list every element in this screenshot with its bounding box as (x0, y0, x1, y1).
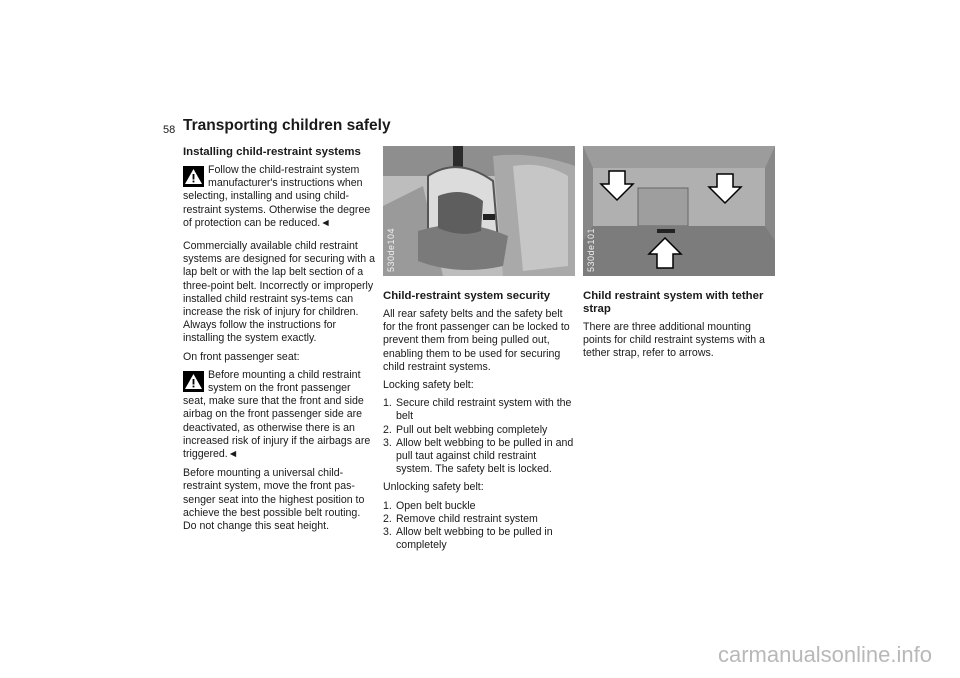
unlocking-steps (383, 500, 575, 553)
page-number: 58 (163, 124, 176, 136)
unlocking-label: Unlocking safety belt: (383, 481, 484, 494)
image-code: 530de104 (386, 227, 396, 272)
column-tether (583, 146, 775, 366)
warning-note-2 (183, 369, 375, 461)
locking-label: Locking safety belt: (383, 379, 474, 392)
warning-1-lead: Follow the child-restraint system manufacturer's instructions when (208, 164, 363, 190)
end-mark: ◄ (227, 448, 239, 461)
image-code: 530de101 (586, 227, 596, 272)
end-mark: ◄ (320, 216, 331, 229)
tether-points-photo (583, 146, 775, 276)
warning-2-rest: seat, make sure that the front and side airbag on the front passenger side are deactivated, as otherwise there is an increased risk of injury if the airbags are triggered. (183, 395, 371, 461)
watermark: carmanualsonline.info (717, 642, 932, 667)
list-item: 1. Open belt buckle (383, 499, 476, 512)
paragraph-security-intro: All rear safety belts and the safety belt for the front passenger can be locked to prevent them from being pulled out, enabling them to be used for securing child restraint systems. (383, 308, 570, 373)
column-installing (183, 146, 375, 538)
locking-steps (383, 397, 575, 476)
page-title: Transporting children safely (183, 117, 391, 134)
paragraph-front-passenger: On front passenger seat: (183, 350, 300, 363)
list-item: 2. Remove child restraint system (383, 512, 538, 525)
column-security (383, 146, 575, 557)
warning-2-lead: Before mounting a child restraint system on the front passenger (208, 368, 361, 395)
warning-1-rest: selecting, installing and using child-restraint systems. Otherwise the degree of protection can be reduced. (183, 190, 371, 229)
warning-note-1 (183, 164, 375, 230)
warning-triangle-icon (183, 166, 204, 187)
paragraph-universal: Before mounting a universal child-restraint system, move the front pas-senger seat into the highest position to achieve the best possible belt routing. Do not change this seat height. (183, 467, 365, 533)
paragraph-tether: There are three additional mounting points for child restraint systems with a tether strap, refer to arrows. (583, 321, 765, 360)
section-heading-security: Child-restraint system security (383, 290, 551, 302)
section-heading-tether: Child restraint system with tether strap (583, 290, 764, 315)
list-item: 1. Secure child restraint system with the belt (383, 397, 572, 423)
list-item: 2. Pull out belt webbing completely (383, 423, 548, 436)
warning-triangle-icon (183, 371, 204, 392)
paragraph-commercial: Commercially available child restraint systems are designed for securing with a lap belt or with the lap belt section of a three-point belt. Incorrectly or improperly installed child restraint sys-tems can increase the risk of injury for children. Always follow the instructions for installing the system exactly. (183, 240, 375, 345)
list-item: 3. Allow belt webbing to be pulled in completely (383, 526, 553, 552)
list-item: 3. Allow belt webbing to be pulled in and pull taut against child restraint system. The safety belt is locked. (383, 436, 574, 476)
child-seat-photo (383, 146, 575, 276)
section-heading-installing: Installing child-restraint systems (183, 146, 361, 158)
